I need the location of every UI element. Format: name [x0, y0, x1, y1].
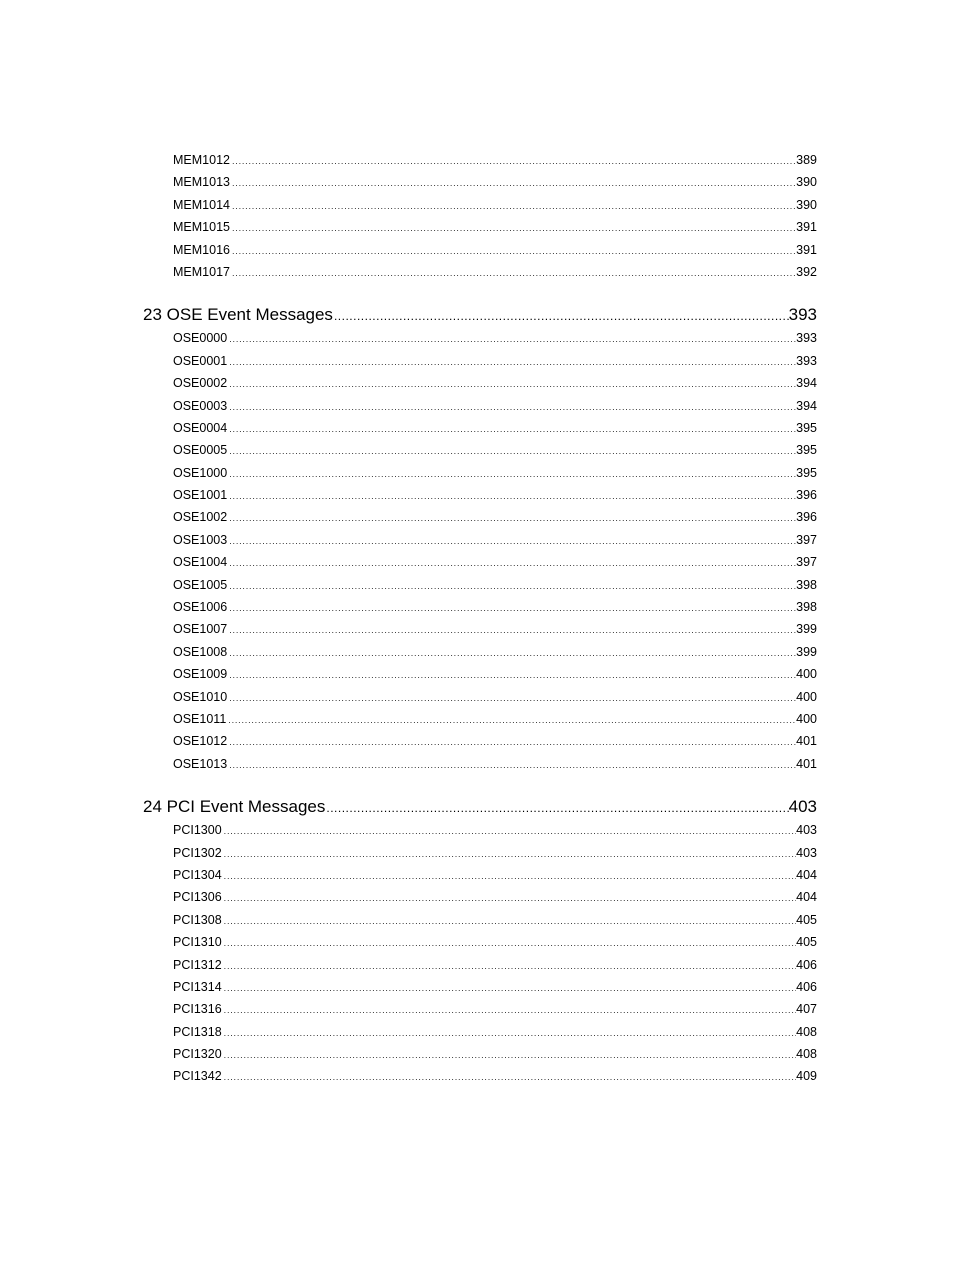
entry-page-number: 399	[796, 622, 817, 637]
toc-entry[interactable]	[143, 439, 817, 461]
dot-leader	[222, 999, 796, 1021]
entry-page-number: 390	[796, 175, 817, 190]
dot-leader	[227, 328, 796, 350]
toc-entry[interactable]	[143, 350, 817, 372]
entry-label: OSE1002	[173, 510, 228, 525]
dot-leader	[227, 485, 796, 507]
entry-page-number: 404	[796, 890, 817, 905]
table-of-contents	[143, 149, 817, 1088]
toc-entry[interactable]	[143, 506, 817, 528]
entry-label: OSE1006	[173, 600, 228, 615]
entry-label: OSE0001	[173, 353, 228, 368]
dot-leader	[227, 418, 796, 440]
toc-entry[interactable]	[143, 618, 817, 640]
entry-label: OSE1000	[173, 465, 228, 480]
entry-page-number: 400	[796, 689, 817, 704]
entry-label: PCI1302	[173, 845, 222, 860]
toc-entry[interactable]	[143, 484, 817, 506]
dot-leader	[227, 373, 796, 395]
entry-label: OSE1012	[173, 734, 228, 749]
entry-page-number: 394	[796, 376, 817, 391]
entry-label: PCI1312	[173, 957, 222, 972]
toc-entry[interactable]	[143, 529, 817, 551]
toc-entry[interactable]	[143, 417, 817, 439]
dot-leader	[227, 731, 796, 753]
toc-entry[interactable]	[143, 194, 817, 216]
toc-entry[interactable]	[143, 842, 817, 864]
entry-label: PCI1342	[173, 1069, 222, 1084]
entry-page-number: 408	[796, 1047, 817, 1062]
dot-leader	[325, 796, 788, 820]
entry-label: OSE1005	[173, 577, 228, 592]
toc-entry[interactable]	[143, 372, 817, 394]
entry-page-number: 409	[796, 1069, 817, 1084]
entry-page-number: 406	[796, 957, 817, 972]
dot-leader	[222, 977, 796, 999]
toc-entry[interactable]	[143, 1065, 817, 1087]
chapter-title: 23 OSE Event Messages	[143, 305, 333, 325]
toc-entry[interactable]	[143, 462, 817, 484]
dot-leader	[230, 195, 796, 217]
entry-label: MEM1015	[173, 220, 230, 235]
toc-section-ose	[143, 327, 817, 775]
entry-label: MEM1014	[173, 197, 230, 212]
toc-chapter-heading[interactable]	[143, 303, 817, 327]
entry-label: OSE0004	[173, 420, 228, 435]
dot-leader	[230, 217, 796, 239]
dot-leader	[230, 150, 796, 172]
entry-page-number: 393	[796, 331, 817, 346]
dot-leader	[230, 240, 796, 262]
dot-leader	[227, 575, 796, 597]
dot-leader	[227, 507, 796, 529]
toc-entry[interactable]	[143, 931, 817, 953]
dot-leader	[230, 172, 796, 194]
entry-page-number: 398	[796, 600, 817, 615]
chapter-page-number: 403	[788, 797, 817, 817]
dot-leader	[227, 463, 796, 485]
entry-label: MEM1017	[173, 264, 230, 279]
entry-page-number: 408	[796, 1024, 817, 1039]
dot-leader	[333, 304, 789, 328]
entry-label: OSE1003	[173, 532, 228, 547]
entry-page-number: 398	[796, 577, 817, 592]
toc-entry[interactable]	[143, 1021, 817, 1043]
toc-entry[interactable]	[143, 708, 817, 730]
entry-page-number: 407	[796, 1002, 817, 1017]
entry-label: PCI1304	[173, 867, 222, 882]
entry-page-number: 396	[796, 510, 817, 525]
entry-label: PCI1306	[173, 890, 222, 905]
toc-entry[interactable]	[143, 261, 817, 283]
entry-page-number: 399	[796, 644, 817, 659]
entry-page-number: 391	[796, 242, 817, 257]
entry-label: MEM1012	[173, 153, 230, 167]
dot-leader	[222, 910, 796, 932]
dot-leader	[222, 843, 796, 865]
toc-entry[interactable]	[143, 574, 817, 596]
dot-leader	[222, 1066, 796, 1088]
dot-leader	[227, 754, 796, 776]
dot-leader	[227, 664, 796, 686]
entry-label: PCI1308	[173, 912, 222, 927]
toc-entry[interactable]	[143, 819, 817, 841]
entry-page-number: 405	[796, 935, 817, 950]
toc-entry[interactable]	[143, 641, 817, 663]
dot-leader	[222, 887, 796, 909]
entry-label: OSE0005	[173, 443, 228, 458]
entry-label: OSE1013	[173, 756, 228, 771]
entry-page-number: 404	[796, 867, 817, 882]
toc-entry[interactable]	[143, 551, 817, 573]
entry-label: OSE1009	[173, 667, 228, 682]
entry-page-number: 403	[796, 823, 817, 838]
entry-page-number: 400	[796, 667, 817, 682]
toc-chapter-heading[interactable]	[143, 795, 817, 819]
toc-entry[interactable]	[143, 886, 817, 908]
entry-label: OSE1008	[173, 644, 228, 659]
entry-label: PCI1314	[173, 979, 222, 994]
dot-leader	[227, 597, 796, 619]
dot-leader	[230, 262, 796, 284]
entry-label: PCI1318	[173, 1024, 222, 1039]
entry-label: OSE1004	[173, 555, 228, 570]
chapter-title: 24 PCI Event Messages	[143, 797, 326, 817]
toc-entry[interactable]	[143, 239, 817, 261]
dot-leader	[227, 619, 796, 641]
dot-leader	[227, 396, 796, 418]
dot-leader	[227, 530, 796, 552]
entry-label: MEM1013	[173, 175, 230, 190]
entry-page-number: 397	[796, 555, 817, 570]
entry-label: OSE0000	[173, 331, 228, 346]
entry-page-number: 396	[796, 488, 817, 503]
dot-leader	[222, 1044, 796, 1066]
entry-page-number: 401	[796, 756, 817, 771]
entry-label: PCI1300	[173, 823, 222, 838]
entry-page-number: 390	[796, 197, 817, 212]
toc-entry[interactable]	[143, 730, 817, 752]
entry-page-number: 397	[796, 532, 817, 547]
entry-label: PCI1320	[173, 1047, 222, 1062]
toc-entry[interactable]	[143, 327, 817, 349]
entry-label: PCI1316	[173, 1002, 222, 1017]
entry-label: OSE1010	[173, 689, 228, 704]
entry-page-number: 391	[796, 220, 817, 235]
entry-label: OSE1011	[173, 711, 227, 726]
dot-leader	[227, 351, 796, 373]
entry-label: OSE1001	[173, 488, 228, 503]
entry-page-number: 401	[796, 734, 817, 749]
toc-section-mem	[143, 149, 817, 283]
toc-entry[interactable]	[143, 909, 817, 931]
entry-page-number: 389	[796, 153, 817, 167]
dot-leader	[222, 1022, 796, 1044]
toc-entry[interactable]	[143, 596, 817, 618]
entry-page-number: 393	[796, 353, 817, 368]
dot-leader	[222, 955, 796, 977]
toc-entry[interactable]	[143, 998, 817, 1020]
toc-entry[interactable]	[143, 753, 817, 775]
entry-page-number: 395	[796, 443, 817, 458]
entry-page-number: 395	[796, 420, 817, 435]
dot-leader	[227, 687, 796, 709]
entry-page-number: 400	[796, 711, 817, 726]
toc-entry[interactable]	[143, 976, 817, 998]
entry-label: OSE0002	[173, 376, 228, 391]
toc-entry[interactable]	[143, 395, 817, 417]
toc-section-pci	[143, 819, 817, 1088]
dot-leader	[226, 709, 796, 731]
entry-label: OSE0003	[173, 398, 228, 413]
entry-page-number: 403	[796, 845, 817, 860]
toc-entry[interactable]	[143, 954, 817, 976]
dot-leader	[222, 820, 796, 842]
toc-entry[interactable]	[143, 171, 817, 193]
dot-leader	[222, 932, 796, 954]
chapter-page-number: 393	[788, 305, 817, 325]
toc-entry[interactable]	[143, 216, 817, 238]
toc-entry[interactable]	[143, 663, 817, 685]
entry-page-number: 405	[796, 912, 817, 927]
toc-entry[interactable]	[143, 149, 817, 171]
entry-label: PCI1310	[173, 935, 222, 950]
entry-page-number: 394	[796, 398, 817, 413]
entry-page-number: 406	[796, 979, 817, 994]
toc-entry[interactable]	[143, 864, 817, 886]
entry-page-number: 395	[796, 465, 817, 480]
entry-label: MEM1016	[173, 242, 230, 257]
toc-entry[interactable]	[143, 686, 817, 708]
entry-label: OSE1007	[173, 622, 228, 637]
dot-leader	[227, 440, 796, 462]
dot-leader	[222, 865, 796, 887]
entry-page-number: 392	[796, 264, 817, 279]
dot-leader	[227, 642, 796, 664]
dot-leader	[227, 552, 796, 574]
toc-entry[interactable]	[143, 1043, 817, 1065]
